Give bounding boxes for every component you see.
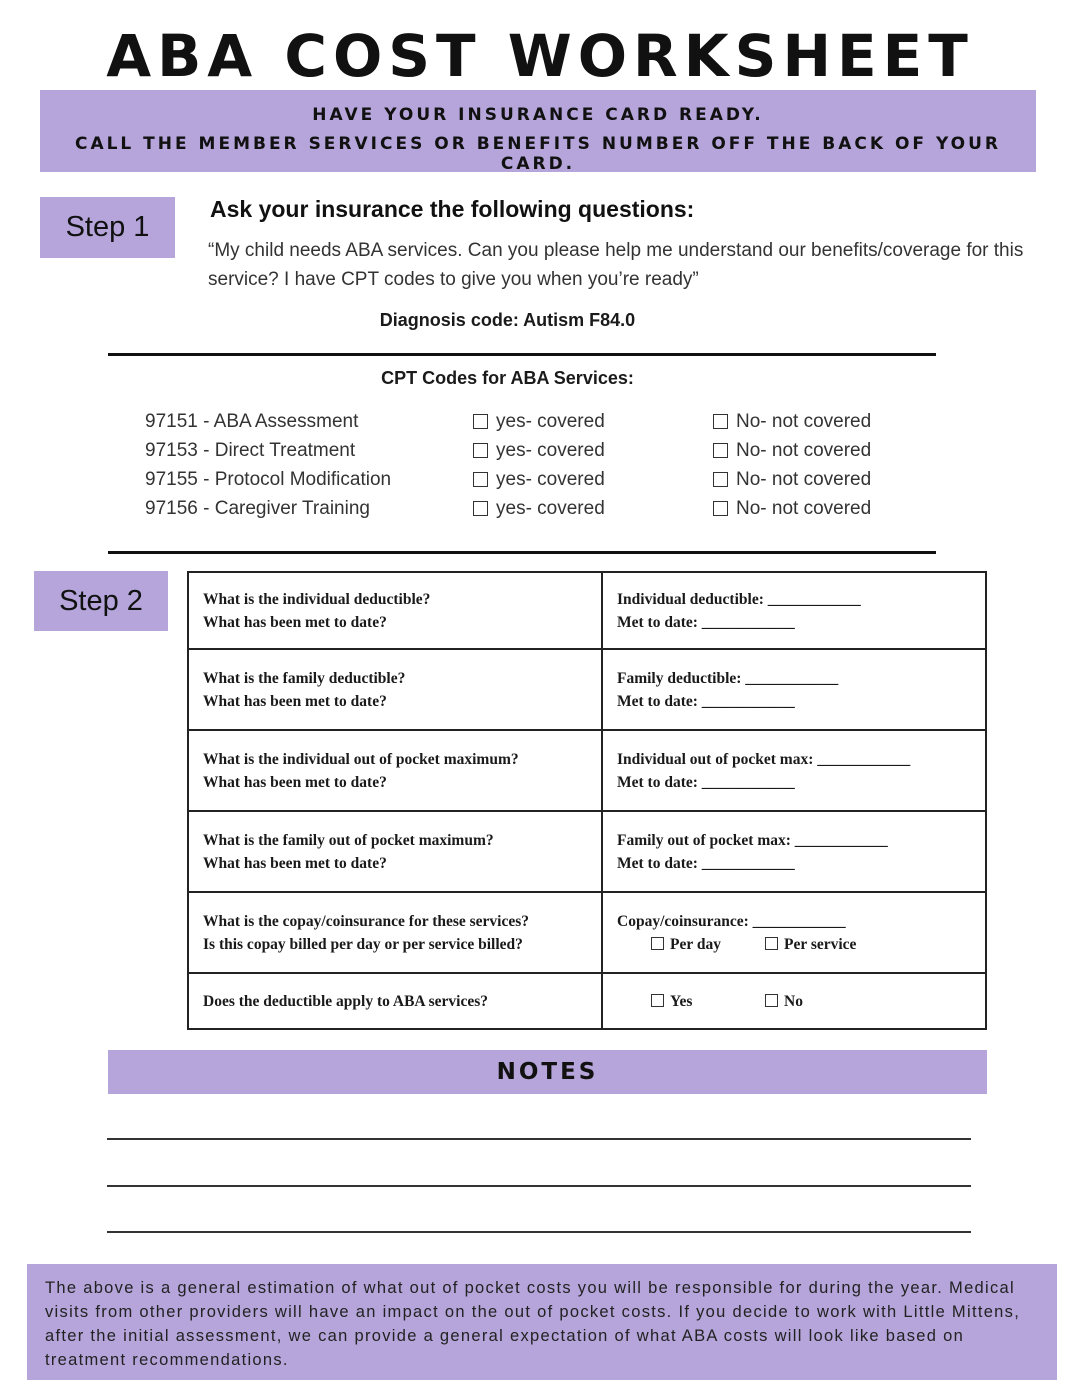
notes-line[interactable] [107, 1185, 971, 1187]
table-row [188, 892, 986, 973]
banner-line-1: HAVE YOUR INSURANCE CARD READY. [312, 105, 764, 125]
answer-cell[interactable] [602, 973, 986, 1029]
checkbox[interactable] [713, 472, 728, 487]
cpt-heading: CPT Codes for ABA Services: [381, 368, 634, 388]
step-1-label: Step 1 [40, 197, 175, 258]
step-2-label: Step 2 [34, 571, 168, 631]
notes-heading: NOTES [108, 1050, 987, 1094]
checkbox[interactable] [651, 994, 664, 1007]
answer-field[interactable]: Individual out of pocket max: ____________ [617, 750, 911, 768]
benefits-table [187, 571, 987, 1030]
no-label: No- not covered [736, 440, 872, 461]
diagnosis-code: Diagnosis code: Autism F84.0 [379, 310, 636, 330]
checkbox[interactable] [473, 443, 488, 458]
question-text: What has been met to date? [203, 692, 387, 710]
yes-option[interactable] [651, 990, 765, 1013]
question-cell [188, 649, 602, 730]
table-row [188, 730, 986, 811]
option-label: Per service [784, 935, 857, 953]
answer-field[interactable]: Met to date: ____________ [617, 613, 795, 631]
cpt-yes-option[interactable] [473, 498, 605, 520]
step-1-heading: Ask your insurance the following questions: [210, 196, 695, 222]
no-option[interactable] [765, 993, 803, 1010]
question-text: What is the copay/coinsurance for these services? [203, 912, 530, 930]
question-text: What is the individual out of pocket maximum? [203, 750, 519, 768]
page-title: ABA COST WORKSHEET [106, 22, 974, 90]
no-label: No- not covered [736, 469, 872, 490]
question-text: Does the deductible apply to ABA services? [203, 992, 489, 1010]
table-row [188, 973, 986, 1029]
cpt-yes-option[interactable] [473, 440, 605, 462]
cpt-yes-option[interactable] [473, 411, 605, 433]
step-1-quote: “My child needs ABA services. Can you please help me understand our benefits/coverage for this service? I have CPT codes to give you when you’re ready” [208, 240, 1024, 290]
cpt-code-97153: 97153 - Direct Treatment [145, 440, 356, 461]
cpt-no-option[interactable] [713, 440, 871, 462]
answer-cell[interactable] [602, 811, 986, 892]
divider-bottom [108, 551, 936, 554]
answer-cell[interactable] [602, 572, 986, 649]
cpt-code-97155: 97155 - Protocol Modification [145, 469, 392, 490]
yes-label: yes- covered [496, 440, 605, 461]
question-text: What is the individual deductible? [203, 590, 431, 608]
checkbox[interactable] [765, 994, 778, 1007]
question-cell [188, 892, 602, 973]
yes-label: yes- covered [496, 469, 605, 490]
footer-disclaimer: The above is a general estimation of what out of pocket costs you will be responsible for during the year. Medical visits from other providers will have an impact on the out of pocket costs. If you decide to work with Little Mittens, after the initial assessment, we can provide a general expectation of what ABA costs will look like based on treatment recommendations. [27, 1264, 1057, 1380]
table-row [188, 572, 986, 649]
cpt-code-97156: 97156 - Caregiver Training [145, 498, 370, 519]
cpt-code-97151: 97151 - ABA Assessment [145, 411, 359, 432]
notes-line[interactable] [107, 1231, 971, 1233]
table-row [188, 811, 986, 892]
answer-field[interactable]: Individual deductible: ____________ [617, 590, 861, 608]
per-service-option[interactable] [765, 936, 856, 953]
yes-label: yes- covered [496, 498, 605, 519]
question-text: What has been met to date? [203, 773, 387, 791]
question-cell [188, 572, 602, 649]
question-cell [188, 811, 602, 892]
answer-field[interactable]: Met to date: ____________ [617, 854, 795, 872]
answer-field[interactable]: Family deductible: ____________ [617, 669, 839, 687]
table-row [188, 649, 986, 730]
checkbox[interactable] [713, 501, 728, 516]
answer-field[interactable]: Family out of pocket max: ____________ [617, 831, 888, 849]
cpt-no-option[interactable] [713, 498, 871, 520]
option-label: Per day [670, 935, 721, 953]
answer-field[interactable]: Met to date: ____________ [617, 773, 795, 791]
cpt-yes-option[interactable] [473, 469, 605, 491]
cpt-no-option[interactable] [713, 469, 871, 491]
answer-cell[interactable] [602, 730, 986, 811]
yes-label: yes- covered [496, 411, 605, 432]
answer-cell[interactable] [602, 892, 986, 973]
question-text: What has been met to date? [203, 613, 387, 631]
checkbox[interactable] [765, 937, 778, 950]
checkbox[interactable] [473, 472, 488, 487]
answer-field[interactable]: Met to date: ____________ [617, 692, 795, 710]
per-day-option[interactable] [651, 933, 765, 956]
divider-top [108, 353, 936, 356]
cpt-no-option[interactable] [713, 411, 871, 433]
checkbox[interactable] [651, 937, 664, 950]
question-text: What has been met to date? [203, 854, 387, 872]
answer-field[interactable]: Copay/coinsurance: ____________ [617, 912, 846, 930]
checkbox[interactable] [473, 414, 488, 429]
option-label: Yes [670, 992, 693, 1010]
answer-cell[interactable] [602, 649, 986, 730]
question-text: Is this copay billed per day or per service billed? [203, 935, 523, 953]
notes-line[interactable] [107, 1138, 971, 1140]
checkbox[interactable] [713, 443, 728, 458]
option-label: No [784, 992, 803, 1010]
checkbox[interactable] [473, 501, 488, 516]
question-cell [188, 730, 602, 811]
question-text: What is the family out of pocket maximum? [203, 831, 494, 849]
no-label: No- not covered [736, 411, 872, 432]
no-label: No- not covered [736, 498, 872, 519]
banner-line-2: CALL THE MEMBER SERVICES OR BENEFITS NUMBER OFF THE BACK OF YOUR CARD. [74, 134, 1002, 174]
question-text: What is the family deductible? [203, 669, 406, 687]
question-cell [188, 973, 602, 1029]
checkbox[interactable] [713, 414, 728, 429]
instruction-banner [40, 90, 1036, 172]
